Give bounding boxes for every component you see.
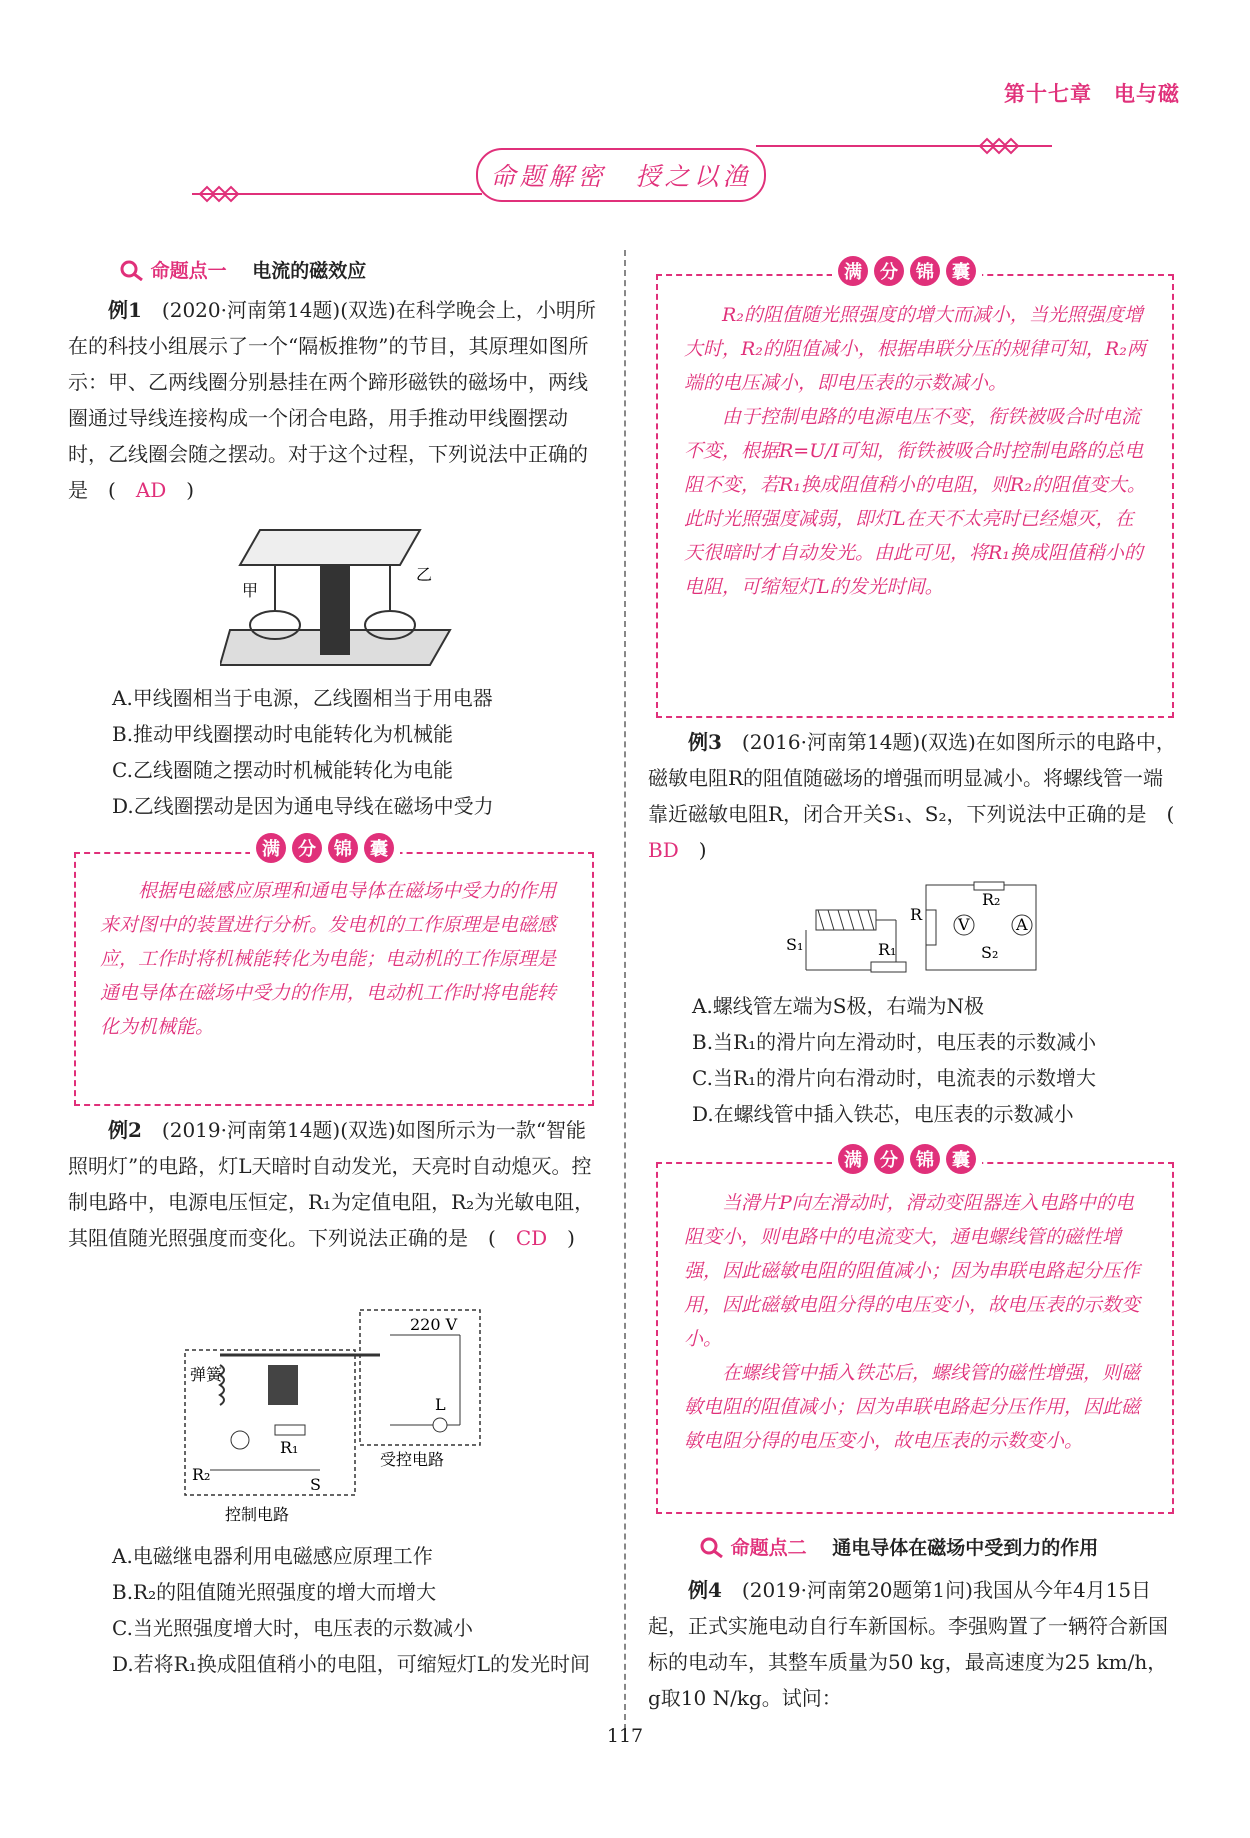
tip-title-char: 满 [838, 1144, 868, 1174]
section1-tag: 命题点一 [150, 260, 227, 282]
tip-title-char: 锦 [910, 256, 940, 286]
fig2-label-lamp: L [435, 1395, 446, 1414]
chapter-header [1004, 78, 1180, 108]
tip-title-3 [832, 1144, 982, 1174]
fig3-label-r2: R₂ [982, 890, 1001, 909]
example1-label: 例1 [108, 298, 142, 322]
tip1-paragraph: 根据电磁感应原理和通电导体在磁场中受力的作用来对图中的装置进行分析。发电机的工作原理是电磁感应，工作时将机械能转化为电能；电动机的工作原理是通电导体在磁场中受力的作用，电动机工作时将电能转化为机械能。 [100, 880, 557, 1038]
chapter-number: 第十七章 [1004, 82, 1092, 106]
example4-text: (2019·河南第20题第1问)我国从今年4月15日起，正式实施电动自行车新国标。李强购置了一辆符合新国标的电动车，其整车质量为50 kg，最高速度为25 km/h，g取10 N/kg。试问： [648, 1578, 1168, 1710]
tip-text-2 [684, 298, 1150, 604]
fig3-label-r: R [910, 905, 923, 924]
example3-stem: 例3 (2016·河南第14题)(双选)在如图所示的电路中，磁敏电阻R的阻值随磁场的增强而明显减小。将螺线管一端靠近磁敏电阻R，闭合开关S₁、S₂，下列说法中正确的是 ( BD ) [648, 730, 1195, 862]
fig2-label-spring: 弹簧 [190, 1365, 223, 1384]
fig2-label-controlled: 受控电路 [380, 1450, 445, 1469]
section2-heading [698, 1533, 1098, 1560]
fig2-label-switch: S [310, 1475, 321, 1494]
example3-option-a: A.螺线管左端为S极，右端为N极 [692, 994, 985, 1018]
magnifier-icon [698, 1536, 724, 1558]
tip-title-char: 囊 [364, 833, 394, 863]
fig3-label-a: A [1016, 915, 1028, 934]
tip3-paragraph-2: 在螺线管中插入铁芯后，螺线管的磁性增强，则磁敏电阻的阻值减小；因为串联电路起分压作用，因此磁敏电阻分得的电压变小，故电压表的示数变小。 [684, 1362, 1141, 1452]
example3-option-b: B.当R₁的滑片向左滑动时，电压表的示数减小 [692, 1030, 1097, 1054]
example3-options [692, 988, 1172, 1132]
tip-title-char: 囊 [946, 1144, 976, 1174]
tip-text-1 [100, 874, 570, 1044]
section1-title: 电流的磁效应 [252, 260, 367, 282]
fig3-label-v: V [958, 915, 970, 934]
example2-option-a: A.电磁继电器利用电磁感应原理工作 [112, 1544, 433, 1568]
diamond-ornament-left-icon [196, 183, 246, 205]
example1-text: (2020·河南第14题)(双选)在科学晚会上，小明所在的科技小组展示了一个“隔板推物”的节目，其原理如图所示：甲、乙两线圈分别悬挂在两个蹄形磁铁的磁场中，两线圈通过导线连接构成一个闭合电路，用手推动甲线圈摆动时，乙线圈会随之摆动。对于这个过程，下列说法中正确的是 [68, 298, 596, 502]
tip-title-char: 囊 [946, 256, 976, 286]
fig2-label-voltage: 220 V [410, 1315, 458, 1334]
tip-title-char: 满 [256, 833, 286, 863]
fig3-label-s2: S₂ [981, 943, 999, 962]
example4-label: 例4 [688, 1578, 722, 1602]
example3-text: (2016·河南第14题)(双选)在如图所示的电路中，磁敏电阻R的阻值随磁场的增强而明显减小。将螺线管一端靠近磁敏电阻R，闭合开关S₁、S₂，下列说法中正确的是 [648, 730, 1176, 826]
tip2-paragraph-2: 由于控制电路的电源电压不变，衔铁被吸合时电流不变，根据R=U/I可知，衔铁被吸合时控制电路的总电阻不变，若R₁换成阻值稍小的电阻，则R₂的阻值变大。此时光照强度减弱，即灯L在天不太亮时已经熄灭，在天很暗时才自动发光。由此可见，将R₁换成阻值稍小的电阻，可缩短灯L的发光时间。 [684, 406, 1146, 598]
fig2-label-control: 控制电路 [225, 1505, 290, 1524]
tip2-paragraph-1: R₂的阻值随光照强度的增大而减小，当光照强度增大时，R₂的阻值减小，根据串联分压的规律可知，R₂两端的电压减小，即电压表的示数减小。 [684, 304, 1146, 394]
tip-title-char: 分 [292, 833, 322, 863]
tip-title-2 [832, 256, 982, 286]
tip-title-char: 满 [838, 256, 868, 286]
example1-option-d: D.乙线圈摆动是因为通电导线在磁场中受力 [112, 794, 494, 818]
page-number: 117 [606, 1725, 644, 1747]
example3-label: 例3 [688, 730, 722, 754]
example3-figure-solenoid-circuit [786, 880, 1046, 980]
section2-tag: 命题点二 [730, 1537, 807, 1559]
example2-stem: 例2 (2019·河南第14题)(双选)如图所示为一款“智能照明灯”的电路，灯L天暗时自动发光，天亮时自动熄灭。控制电路中，电源电压恒定，R₁为定值电阻，R₂为光敏电阻，其阻值随光照强度而变化。下列说法正确的是 ( CD ) [68, 1118, 595, 1250]
magnifier-icon [118, 259, 144, 281]
example2-figure-relay-circuit [180, 1305, 500, 1535]
fig2-label-r1: R₁ [280, 1438, 299, 1457]
tip-title-char: 锦 [328, 833, 358, 863]
example3-answer: BD [648, 838, 679, 862]
example1-options [112, 680, 494, 824]
tip-text-3 [684, 1186, 1150, 1458]
fig1-label-jia: 甲 [242, 581, 259, 600]
tip-title-char: 锦 [910, 1144, 940, 1174]
example1-option-a: A.甲线圈相当于电源，乙线圈相当于用电器 [112, 686, 493, 710]
example2-option-d: D.若将R₁换成阻值稍小的电阻，可缩短灯L的发光时间 [112, 1652, 591, 1676]
example4-stem [648, 1572, 1178, 1716]
tip3-paragraph-1: 当滑片P向左滑动时，滑动变阻器连入电路中的电阻变小，则电路中的电流变大，通电螺线管的磁性增强，因此磁敏电阻的阻值减小；因为串联电路起分压作用，因此磁敏电阻分得的电压变小，故电压表的示数变小。 [684, 1192, 1141, 1350]
example2-answer: CD [515, 1226, 548, 1250]
example2-option-b: B.R₂的阻值随光照强度的增大而增大 [112, 1580, 437, 1604]
fig3-label-r1: R₁ [878, 940, 897, 959]
example2-option-c: C.当光照强度增大时，电压表的示数减小 [112, 1616, 473, 1640]
diamond-ornament-right-icon [976, 135, 1026, 157]
tip-title-1 [250, 833, 400, 863]
fig2-label-r2: R₂ [192, 1465, 211, 1484]
section1-heading [118, 256, 366, 283]
example1-figure-coils [220, 520, 460, 670]
example1-stem: 例1 (2020·河南第14题)(双选)在科学晚会上，小明所在的科技小组展示了一个“隔板推物”的节目，其原理如图所示：甲、乙两线圈分别悬挂在两个蹄形磁铁的磁场中，两线圈通过导线连接构成一个闭合电路，用手推动甲线圈摆动时，乙线圈会随之摆动。对于这个过程，下列说法中正确的是 ( AD ) [68, 298, 596, 502]
tip-title-char: 分 [874, 256, 904, 286]
example2-label: 例2 [108, 1118, 142, 1142]
example3-option-d: D.在螺线管中插入铁芯，电压表的示数减小 [692, 1102, 1074, 1126]
column-divider [624, 250, 626, 1730]
example2-options [112, 1538, 612, 1682]
example1-option-b: B.推动甲线圈摆动时电能转化为机械能 [112, 722, 454, 746]
example1-option-c: C.乙线圈随之摆动时机械能转化为电能 [112, 758, 453, 782]
example1-answer: AD [135, 478, 167, 502]
example2-text: (2019·河南第14题)(双选)如图所示为一款“智能照明灯”的电路，灯L天暗时自动发光，天亮时自动熄灭。控制电路中，电源电压恒定，R₁为定值电阻，R₂为光敏电阻，其阻值随光照强度而变化。下列说法正确的是 [68, 1118, 595, 1250]
fig3-label-s1: S₁ [786, 935, 804, 954]
tip-title-char: 分 [874, 1144, 904, 1174]
chapter-title: 电与磁 [1114, 82, 1180, 106]
section-banner: 命题解密 授之以渔 [476, 148, 766, 202]
section2-title: 通电导体在磁场中受到力的作用 [832, 1537, 1099, 1559]
fig1-label-yi: 乙 [416, 565, 433, 584]
example3-option-c: C.当R₁的滑片向右滑动时，电流表的示数增大 [692, 1066, 1097, 1090]
